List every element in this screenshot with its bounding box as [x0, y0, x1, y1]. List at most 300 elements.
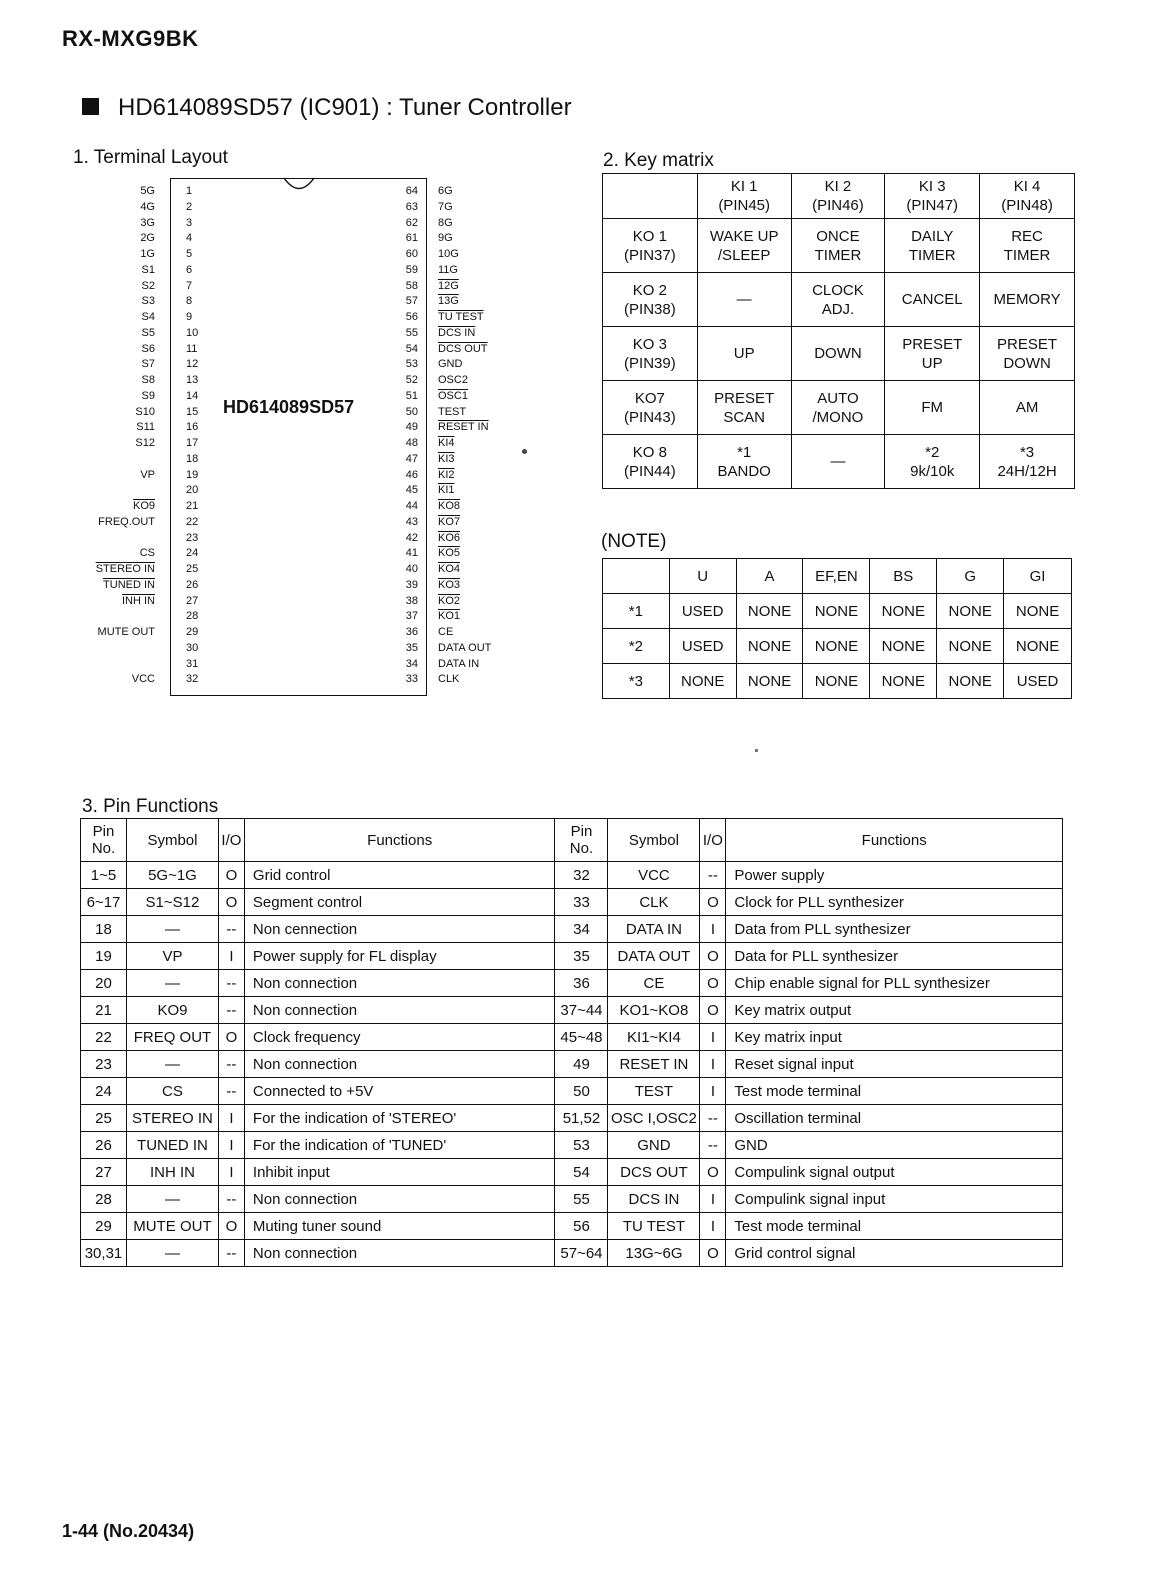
io-cell: -- — [218, 916, 244, 943]
pin-label-left: INH IN — [122, 595, 155, 607]
function-cell: Non connection — [244, 1240, 555, 1267]
terminal-layout-heading: 1. Terminal Layout — [73, 147, 228, 168]
key-function-line1: *1 — [737, 443, 752, 461]
key-matrix-cell — [697, 381, 791, 435]
pin-number-right: 45 — [405, 484, 418, 496]
function-cell: Grid control — [244, 862, 555, 889]
note-header: GI — [1004, 559, 1072, 594]
io-cell: O — [700, 943, 726, 970]
pin-number-right: 47 — [405, 453, 418, 465]
pin-label-right: KI2 — [438, 469, 455, 481]
pin-number-left: 31 — [186, 658, 199, 670]
ko-pin: (PIN38) — [624, 300, 676, 318]
chip-notch — [283, 177, 315, 191]
key-function-line2: /MONO — [812, 408, 864, 426]
key-function-line1: PRESET — [714, 389, 775, 407]
key-function-line1: DOWN — [814, 345, 862, 362]
pin-number-left: 6 — [186, 264, 193, 276]
key-matrix-header — [697, 174, 791, 219]
pin-number-left: 18 — [186, 453, 199, 465]
pin-number-right: 51 — [405, 390, 418, 402]
pin-label-right: 6G — [438, 185, 453, 197]
key-matrix-header — [885, 174, 980, 219]
pin-no-header-top: Pin — [570, 823, 593, 840]
pin-functions-table — [80, 818, 1063, 1267]
key-matrix-table — [602, 173, 1075, 489]
symbol-cell: TEST — [608, 1078, 700, 1105]
ko-pin: (PIN39) — [624, 354, 676, 372]
pin-number-left: 21 — [186, 500, 199, 512]
symbol-cell: CLK — [608, 889, 700, 916]
pin-function-row — [81, 916, 1063, 943]
pin-no-cell: 34 — [555, 916, 608, 943]
key-matrix-row — [603, 381, 1075, 435]
pin-no-cell: 22 — [81, 1024, 127, 1051]
pin-no-cell: 29 — [81, 1213, 127, 1240]
function-cell: Reset signal input — [726, 1051, 1063, 1078]
key-function-line2: BANDO — [717, 462, 771, 480]
pin-function-row — [81, 862, 1063, 889]
symbol-cell: TUNED IN — [126, 1132, 218, 1159]
pin-label-left: S9 — [141, 390, 155, 402]
pin-function-row — [81, 1132, 1063, 1159]
page-title: HD614089SD57 (IC901) : Tuner Controller — [118, 94, 572, 121]
pin-label-right: TU TEST — [438, 311, 484, 323]
note-cell: NONE — [937, 664, 1004, 699]
pin-label-right: KO2 — [438, 595, 461, 607]
key-matrix-cell — [697, 273, 791, 327]
function-cell: Segment control — [244, 889, 555, 916]
io-cell: -- — [218, 1078, 244, 1105]
key-function-line1: — — [830, 453, 846, 470]
symbol-cell: — — [126, 916, 218, 943]
pin-label-right: DCS OUT — [438, 343, 488, 355]
function-cell: Clock for PLL synthesizer — [726, 889, 1063, 916]
io-cell: I — [700, 1024, 726, 1051]
symbol-cell: OSC I,OSC2 — [608, 1105, 700, 1132]
note-cell: NONE — [669, 664, 736, 699]
pin-no-cell: 25 — [81, 1105, 127, 1132]
io-cell: -- — [218, 1240, 244, 1267]
note-cell: NONE — [736, 664, 803, 699]
note-cell: NONE — [870, 664, 937, 699]
pin-label-left: S7 — [141, 358, 155, 370]
io-cell: I — [700, 1186, 726, 1213]
key-matrix-cell — [885, 327, 980, 381]
key-matrix-cell — [885, 273, 980, 327]
pin-label-left: VCC — [131, 673, 155, 685]
key-function-line2: TIMER — [908, 246, 956, 264]
pin-no-cell: 28 — [81, 1186, 127, 1213]
pin-no-cell: 53 — [555, 1132, 608, 1159]
key-function-line1: *2 — [925, 443, 940, 461]
pin-label-left: S12 — [135, 437, 155, 449]
pin-number-left: 2 — [186, 201, 193, 213]
note-cell: NONE — [1004, 594, 1072, 629]
pin-number-left: 14 — [186, 390, 199, 402]
key-function-line2: DOWN — [1003, 354, 1051, 372]
pin-label-right: KI1 — [438, 484, 455, 496]
function-cell: GND — [726, 1132, 1063, 1159]
symbol-cell: — — [126, 1186, 218, 1213]
pin-number-right: 53 — [405, 358, 418, 370]
io-cell: -- — [218, 997, 244, 1024]
pin-label-right: GND — [438, 358, 463, 370]
pin-number-left: 23 — [186, 532, 199, 544]
pin-label-right: RESET IN — [438, 421, 489, 433]
pin-label-right: KI4 — [438, 437, 455, 449]
pin-number-right: 36 — [405, 626, 418, 638]
pin-label-left: S10 — [135, 406, 155, 418]
function-cell: For the indication of 'STEREO' — [244, 1105, 555, 1132]
pin-number-left: 16 — [186, 421, 199, 433]
key-function-line1: *3 — [1019, 443, 1035, 461]
note-header: U — [669, 559, 736, 594]
pin-label-right: KO1 — [438, 610, 461, 622]
note-row — [603, 629, 1072, 664]
ko-label-cell — [603, 273, 698, 327]
pin-no-cell: 32 — [555, 862, 608, 889]
pin-number-right: 41 — [405, 547, 418, 559]
symbol-cell: DCS OUT — [608, 1159, 700, 1186]
io-cell: O — [700, 1240, 726, 1267]
function-cell: Non connection — [244, 970, 555, 997]
pin-label-left: TUNED IN — [103, 579, 155, 591]
ko-label: KO 3 — [632, 335, 667, 353]
stray-mark — [755, 749, 758, 752]
note-row-label: *3 — [603, 664, 670, 699]
key-matrix-row — [603, 327, 1075, 381]
pin-number-left: 19 — [186, 469, 199, 481]
pin-function-row — [81, 1105, 1063, 1132]
note-row-label: *2 — [603, 629, 670, 664]
pin-label-right: OSC1 — [438, 390, 468, 402]
note-cell: NONE — [803, 594, 870, 629]
key-matrix-cell — [980, 381, 1075, 435]
chip-name: HD614089SD57 — [223, 397, 355, 417]
pin-function-row — [81, 1213, 1063, 1240]
io-cell: O — [700, 997, 726, 1024]
key-matrix-cell — [697, 219, 791, 273]
io-cell: -- — [218, 1186, 244, 1213]
key-function-line1: WAKE UP — [709, 227, 779, 245]
symbol-cell: DATA OUT — [608, 943, 700, 970]
ko-pin: (PIN44) — [624, 462, 676, 480]
pin-no-cell: 51,52 — [555, 1105, 608, 1132]
pin-label-right: DATA IN — [438, 658, 480, 670]
function-cell: Oscillation terminal — [726, 1105, 1063, 1132]
pin-label-right: 12G — [438, 280, 459, 292]
pin-number-right: 34 — [405, 658, 418, 670]
key-function-line1: ONCE — [816, 227, 860, 245]
pin-no-cell: 36 — [555, 970, 608, 997]
symbol-cell: CS — [126, 1078, 218, 1105]
key-function-line1: — — [736, 291, 752, 308]
symbol-cell: 13G~6G — [608, 1240, 700, 1267]
symbol-cell: — — [126, 970, 218, 997]
pin-label-right: OSC2 — [438, 374, 468, 386]
ki-pin: (PIN46) — [812, 197, 864, 214]
symbol-cell: STEREO IN — [126, 1105, 218, 1132]
pin-number-right: 60 — [405, 248, 418, 260]
pin-label-right: CLK — [438, 673, 460, 685]
key-matrix-corner — [603, 174, 698, 219]
note-cell: USED — [669, 629, 736, 664]
note-cell: NONE — [803, 664, 870, 699]
pin-no-cell: 6~17 — [81, 889, 127, 916]
note-header: G — [937, 559, 1004, 594]
function-cell: Non connection — [244, 1051, 555, 1078]
pin-label-right: DATA OUT — [438, 642, 492, 654]
pin-label-left: 5G — [140, 185, 155, 197]
pin-no-cell: 50 — [555, 1078, 608, 1105]
functions-header: Functions — [726, 819, 1063, 862]
pin-number-right: 56 — [405, 311, 418, 323]
symbol-cell: — — [126, 1051, 218, 1078]
note-cell: NONE — [803, 629, 870, 664]
ko-label-cell — [603, 381, 698, 435]
key-function-line2: SCAN — [723, 408, 765, 426]
pin-no-cell: 21 — [81, 997, 127, 1024]
key-matrix-cell — [885, 381, 980, 435]
function-cell: Test mode terminal — [726, 1078, 1063, 1105]
pin-label-right: 10G — [438, 248, 459, 260]
pin-label-right: 13G — [438, 295, 459, 307]
pin-number-left: 13 — [186, 374, 199, 386]
key-matrix-header-row — [603, 174, 1075, 219]
pin-label-left: S1 — [141, 264, 155, 276]
io-cell: I — [218, 1132, 244, 1159]
symbol-cell: MUTE OUT — [126, 1213, 218, 1240]
symbol-cell: TU TEST — [608, 1213, 700, 1240]
pin-no-cell: 1~5 — [81, 862, 127, 889]
ki-pin: (PIN47) — [906, 197, 959, 214]
pin-number-left: 24 — [186, 547, 199, 559]
symbol-cell: RESET IN — [608, 1051, 700, 1078]
pin-number-right: 49 — [405, 421, 418, 433]
note-cell: NONE — [937, 594, 1004, 629]
pin-number-left: 5 — [186, 248, 193, 260]
function-cell: Key matrix input — [726, 1024, 1063, 1051]
functions-header: Functions — [244, 819, 555, 862]
function-cell: Power supply — [726, 862, 1063, 889]
pin-number-right: 54 — [405, 343, 418, 355]
pin-number-left: 30 — [186, 642, 199, 654]
io-cell: I — [700, 1078, 726, 1105]
ki-label: KI 1 — [730, 178, 758, 195]
note-table — [602, 558, 1072, 699]
pin-number-left: 9 — [186, 311, 193, 323]
ki-pin: (PIN45) — [718, 197, 770, 214]
key-function-line1: CANCEL — [901, 291, 963, 308]
pin-label-right: KO7 — [438, 516, 461, 528]
key-function-line1: REC — [1011, 227, 1043, 245]
pin-label-left: 3G — [140, 217, 155, 229]
pin-no-header-bottom: No. — [91, 840, 116, 857]
key-function-line1: CLOCK — [812, 281, 864, 299]
key-matrix-cell — [791, 273, 885, 327]
section-bullet — [82, 98, 99, 115]
ko-label-cell — [603, 219, 698, 273]
pin-number-right: 37 — [405, 610, 418, 622]
key-matrix-cell — [697, 435, 791, 489]
note-cell: USED — [1004, 664, 1072, 699]
pin-no-header-top: Pin — [92, 823, 115, 840]
note-heading: (NOTE) — [601, 531, 667, 552]
pin-number-left: 17 — [186, 437, 199, 449]
key-function-line2: UP — [921, 354, 943, 372]
note-header-row — [603, 559, 1072, 594]
pin-label-right: DCS IN — [438, 327, 476, 339]
function-cell: Inhibit input — [244, 1159, 555, 1186]
key-matrix-cell — [980, 273, 1075, 327]
key-function-line1: FM — [921, 399, 944, 416]
symbol-cell: KI1~KI4 — [608, 1024, 700, 1051]
pin-label-right: KO6 — [438, 532, 461, 544]
key-matrix-cell — [791, 327, 885, 381]
pin-label-left: S3 — [141, 295, 155, 307]
key-function-line1: PRESET — [997, 335, 1058, 353]
key-matrix-heading: 2. Key matrix — [603, 150, 714, 171]
pin-number-right: 42 — [405, 532, 418, 544]
pin-number-right: 62 — [405, 217, 418, 229]
function-cell: Clock frequency — [244, 1024, 555, 1051]
io-header: I/O — [700, 819, 726, 862]
ko-label: KO 1 — [632, 227, 667, 245]
key-function-line1: AUTO — [817, 389, 859, 407]
function-cell: Compulink signal output — [726, 1159, 1063, 1186]
pin-no-cell: 56 — [555, 1213, 608, 1240]
pin-no-cell: 26 — [81, 1132, 127, 1159]
key-matrix-cell — [980, 327, 1075, 381]
pin-number-right: 50 — [405, 406, 418, 418]
key-function-line1: AM — [1015, 399, 1039, 416]
pin-number-right: 48 — [405, 437, 418, 449]
ki-pin: (PIN48) — [1001, 197, 1053, 214]
symbol-cell: 5G~1G — [126, 862, 218, 889]
pin-label-left: KO9 — [132, 500, 155, 512]
pin-label-left: S11 — [136, 421, 155, 433]
ki-label: KI 2 — [824, 178, 852, 195]
key-matrix-cell — [791, 435, 885, 489]
key-matrix-cell — [791, 381, 885, 435]
pin-label-right: KO3 — [438, 579, 461, 591]
key-function-line1: MEMORY — [993, 291, 1061, 308]
symbol-cell: S1~S12 — [126, 889, 218, 916]
pin-function-row — [81, 1159, 1063, 1186]
pin-no-header — [555, 819, 608, 862]
note-row-label: *1 — [603, 594, 670, 629]
pin-label-right: TEST — [438, 406, 467, 418]
function-cell: Grid control signal — [726, 1240, 1063, 1267]
note-corner — [603, 559, 670, 594]
pin-number-left: 3 — [186, 217, 193, 229]
io-cell: O — [218, 1213, 244, 1240]
pin-functions-heading: 3. Pin Functions — [82, 796, 219, 817]
symbol-header: Symbol — [126, 819, 218, 862]
function-cell: Data from PLL synthesizer — [726, 916, 1063, 943]
pin-label-left: S4 — [141, 311, 155, 323]
pin-label-right: 7G — [438, 201, 453, 213]
key-matrix-cell — [791, 219, 885, 273]
function-cell: Non cennection — [244, 916, 555, 943]
key-function-line1: PRESET — [902, 335, 963, 353]
pin-no-header-bottom: No. — [569, 840, 594, 857]
pin-number-right: 44 — [405, 500, 418, 512]
pin-function-row — [81, 1240, 1063, 1267]
io-cell: O — [218, 889, 244, 916]
key-matrix-header — [980, 174, 1075, 219]
symbol-cell: DCS IN — [608, 1186, 700, 1213]
symbol-cell: FREQ OUT — [126, 1024, 218, 1051]
io-cell: O — [700, 1159, 726, 1186]
note-header: A — [736, 559, 803, 594]
chip-outline — [170, 178, 427, 696]
note-row — [603, 664, 1072, 699]
pin-label-left: S8 — [141, 374, 155, 386]
io-cell: I — [218, 1105, 244, 1132]
key-matrix-row — [603, 219, 1075, 273]
pin-number-right: 58 — [405, 280, 418, 292]
key-function-line1: UP — [733, 345, 755, 362]
ko-pin: (PIN37) — [624, 246, 676, 264]
ki-label: KI 3 — [918, 178, 946, 195]
pin-no-cell: 19 — [81, 943, 127, 970]
pin-no-cell: 33 — [555, 889, 608, 916]
symbol-cell: CE — [608, 970, 700, 997]
function-cell: Non connection — [244, 1186, 555, 1213]
pin-no-cell: 37~44 — [555, 997, 608, 1024]
note-cell: NONE — [870, 594, 937, 629]
pin-number-left: 10 — [186, 327, 199, 339]
note-cell: USED — [669, 594, 736, 629]
key-matrix-row — [603, 273, 1075, 327]
pin-function-row — [81, 889, 1063, 916]
symbol-cell: KO9 — [126, 997, 218, 1024]
io-cell: -- — [700, 1105, 726, 1132]
pin-number-right: 57 — [405, 295, 418, 307]
symbol-cell: DATA IN — [608, 916, 700, 943]
pin-number-left: 32 — [186, 673, 199, 685]
pin-label-right: 8G — [438, 217, 453, 229]
pin-label-right: 11G — [438, 264, 458, 276]
pin-no-cell: 57~64 — [555, 1240, 608, 1267]
key-function-line2: TIMER — [814, 246, 862, 264]
pin-no-cell: 35 — [555, 943, 608, 970]
io-cell: -- — [700, 862, 726, 889]
key-function-line2: 24H/12H — [997, 462, 1057, 480]
symbol-cell: VCC — [608, 862, 700, 889]
pin-no-cell: 55 — [555, 1186, 608, 1213]
function-cell: Key matrix output — [726, 997, 1063, 1024]
pin-label-left: 4G — [140, 201, 155, 213]
symbol-cell: GND — [608, 1132, 700, 1159]
function-cell: For the indication of 'TUNED' — [244, 1132, 555, 1159]
pin-number-right: 38 — [405, 595, 418, 607]
function-cell: Compulink signal input — [726, 1186, 1063, 1213]
io-cell: I — [218, 1159, 244, 1186]
pin-number-left: 12 — [186, 358, 199, 370]
pin-no-cell: 54 — [555, 1159, 608, 1186]
page-footer: 1-44 (No.20434) — [62, 1521, 195, 1541]
io-cell: O — [218, 1024, 244, 1051]
stray-dot — [522, 449, 527, 454]
pin-label-left: VP — [140, 469, 155, 481]
function-cell: Non connection — [244, 997, 555, 1024]
function-cell: Connected to +5V — [244, 1078, 555, 1105]
key-matrix-cell — [885, 435, 980, 489]
ko-label: KO7 — [634, 389, 665, 407]
